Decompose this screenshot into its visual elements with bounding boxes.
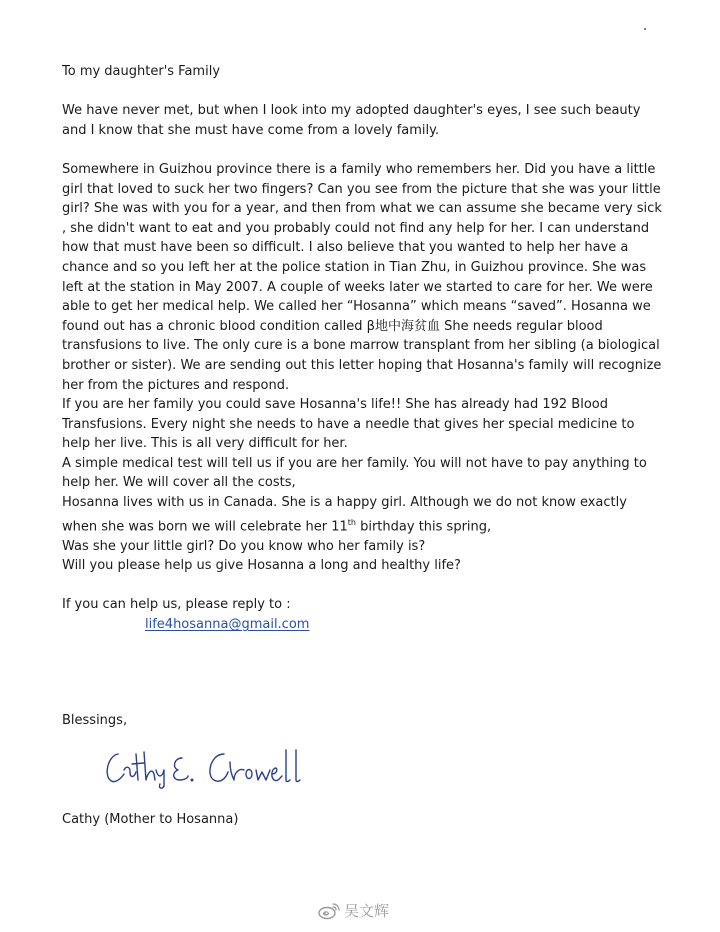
line-plea: Will you please help us give Hosanna a long and healthy life? <box>62 558 461 574</box>
weibo-watermark <box>318 900 389 921</box>
line-canada: Hosanna lives with us in Canada. She is a happy girl. Although we do not know exactly when she was born we will celebrate her 11th birthday this spring, <box>62 495 627 534</box>
handwritten-signature <box>100 740 320 790</box>
signoff: Cathy (Mother to Hosanna) <box>62 812 239 827</box>
line-family-save: If you are her family you could save Hosanna's life!! She has already had 192 Blood Transfusions. Every night she needs to have a needle that gives her special medicine to help her live. This is all very difficult for her. <box>62 397 635 452</box>
letter-body <box>62 62 662 635</box>
line-medical-test: A simple medical test will tell us if you are her family. You will not have to pay anything to help her. We will cover all the costs, <box>62 455 647 491</box>
email-link[interactable]: life4hosanna@gmail.com <box>145 616 310 632</box>
weibo-icon <box>318 902 340 920</box>
salutation: To my daughter's Family <box>62 64 221 79</box>
line-question: Was she your little girl? Do you know who her family is? <box>62 538 426 554</box>
closing: Blessings, <box>62 713 128 728</box>
paragraph-1: We have never met, but when I look into my adopted daughter's eyes, I see such beauty and I know that she must have come from a lovely family. <box>62 103 641 138</box>
contact-prompt: If you can help us, please reply to : <box>62 597 291 613</box>
paragraph-2: Somewhere in Guizhou province there is a family who remembers her. Did you have a little girl that loved to suck her two fingers? Can you see from the picture that she was your little girl? She was with you for a year, and then from what we can assume she became very sick , she didn't want to eat and you probably could not find any help for her. I can understand how that must have been so difficult. I also believe that you wanted to help her have a chance and so you left her at the police station in Tian Zhu, in Guizhou province. She was left at the station in May 2007. A couple of weeks later we started to care for her. We were able to get her medical help. We called her “Hosanna” which means “saved”. Hosanna we found out has a chronic blood condition called β地中海贫血 She needs regular blood transfusions to live. The only cure is a bone marrow transplant from her sibling (a biological brother or sister). We are sending out this letter hoping that Hosanna's family will recognize her from the pictures and respond. <box>62 161 662 393</box>
watermark-text: 吴文辉 <box>344 902 390 920</box>
scan-speck <box>644 28 646 30</box>
